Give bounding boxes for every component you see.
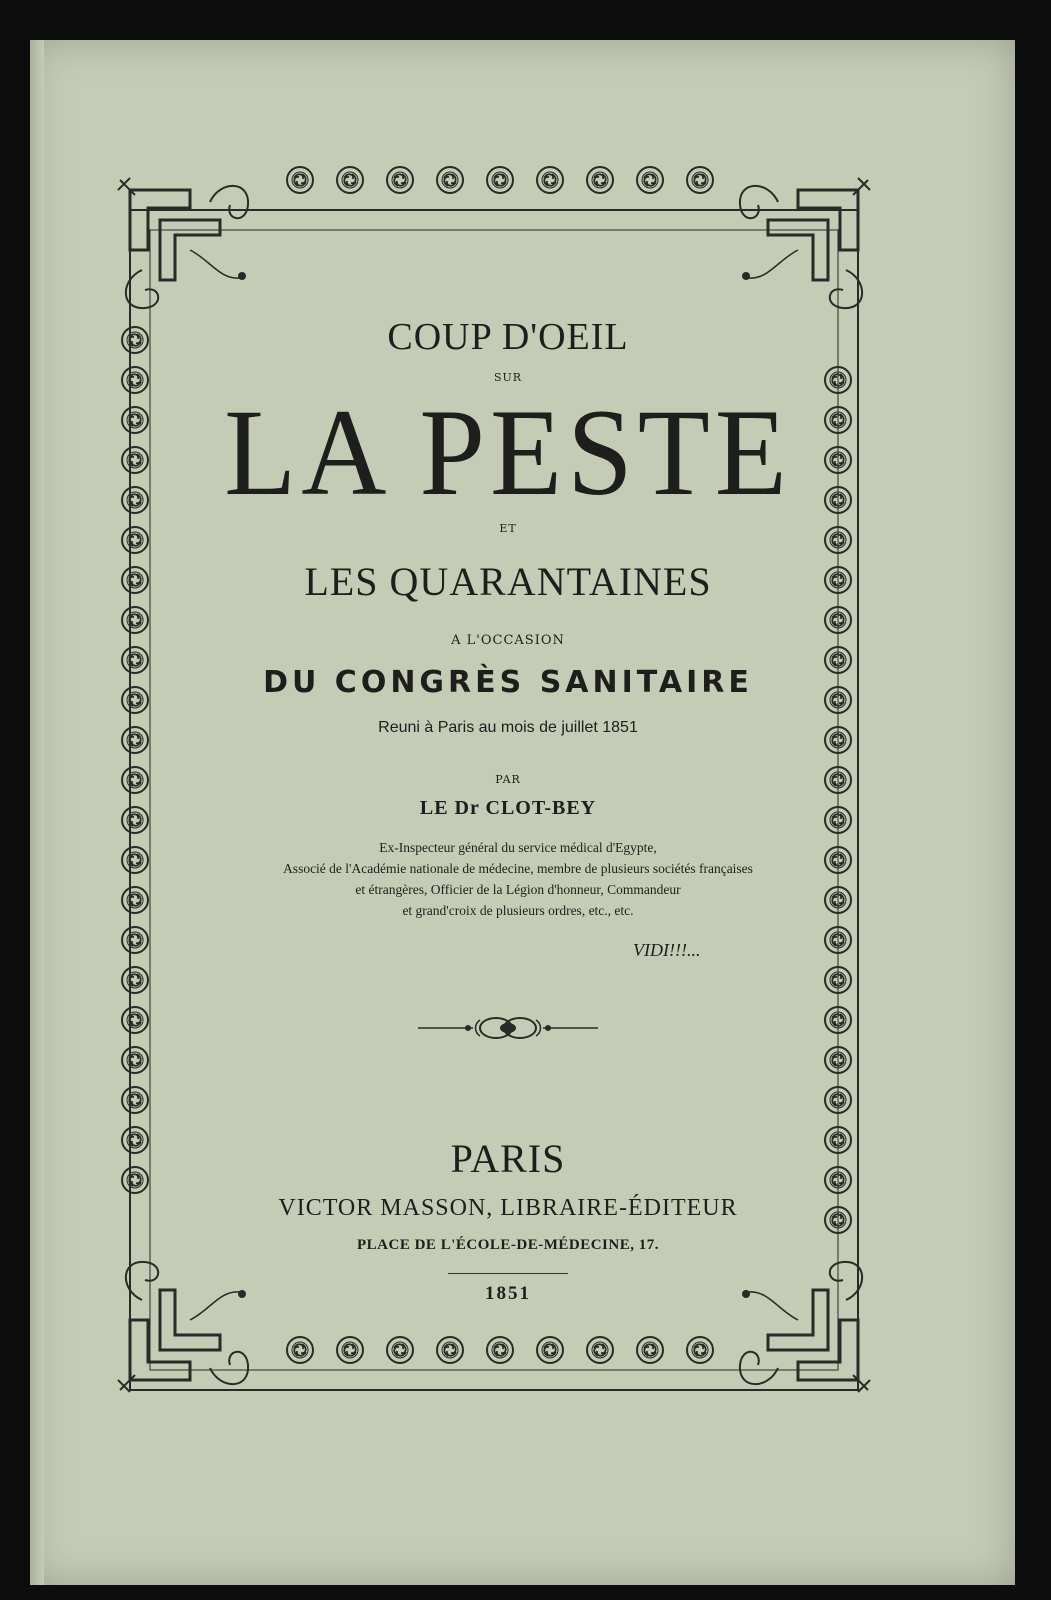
book-cover <box>30 40 1015 1585</box>
connector-occasion: A L'OCCASION <box>451 633 565 648</box>
title-line-3: LES QUARANTAINES <box>304 559 712 604</box>
credential-line: et grand'croix de plusieurs ordres, etc., etc. <box>402 903 634 918</box>
title-line-1: COUP D'OEIL <box>387 316 629 358</box>
credential-line: et étrangères, Officier de la Légion d'honneur, Commandeur <box>355 882 681 897</box>
publication-city: PARIS <box>450 1136 566 1181</box>
connector-sur: SUR <box>493 371 523 384</box>
fleuron-ornament <box>418 1010 598 1046</box>
title-line-4: DU CONGRÈS SANITAIRE <box>263 665 753 700</box>
motto: VIDI!!!... <box>633 940 701 960</box>
publisher-name: VICTOR MASSON, LIBRAIRE-ÉDITEUR <box>278 1195 738 1221</box>
connector-par: PAR <box>495 773 521 786</box>
credential-line: Ex-Inspecteur général du service médical d'Egypte, <box>379 840 657 855</box>
author-name: LE Dr CLOT-BEY <box>419 797 597 819</box>
publication-year: 1851 <box>485 1283 531 1304</box>
publisher-address: PLACE DE L'ÉCOLE-DE-MÉDECINE, 17. <box>357 1237 659 1253</box>
divider-rule <box>448 1273 568 1274</box>
credential-line: Associé de l'Académie nationale de médecine, membre de plusieurs sociétés françaises <box>283 861 753 876</box>
author-credentials <box>208 837 828 921</box>
main-title: LA PESTE <box>224 383 792 522</box>
connector-et: ET <box>499 522 517 535</box>
subtitle: Reuni à Paris au mois de juillet 1851 <box>378 719 638 736</box>
